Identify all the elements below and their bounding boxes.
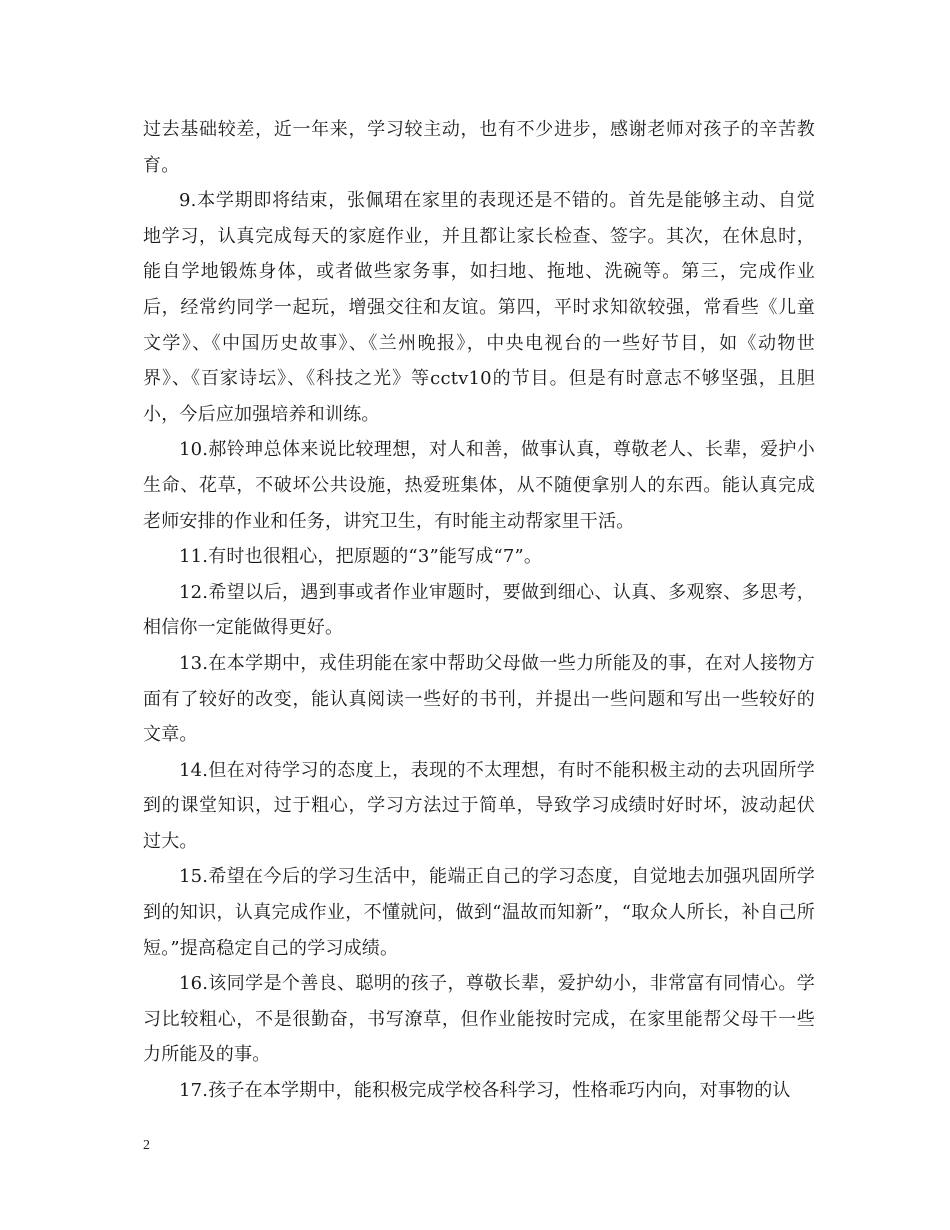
paragraph-item-12: 12.希望以后，遇到事或者作业审题时，要做到细心、认真、多观察、多思考，相信你一定能做得更好。 [143,581,815,639]
body-text [143,112,815,1109]
paragraph-item-11: 11.有时也很粗心，把原题的“3”能写成“7”。 [179,546,543,568]
paragraph-item-13: 13.在本学期中，戎佳玥能在家中帮助父母做一些力所能及的事，在对人接物方面有了较好的改变，能认真阅读一些好的书刊，并提出一些问题和写出一些较好的文章。 [143,652,815,746]
paragraph-continued: 过去基础较差，近一年来，学习较主动，也有不少进步，感谢老师对孩子的辛苦教育。 [143,119,815,176]
paragraph-item-9: 9.本学期即将结束，张佩珺在家里的表现还是不错的。首先是能够主动、自觉地学习，认真完成每天的家庭作业，并且都让家长检查、签字。其次，在休息时，能自学地锻炼身体，或者做些家务事，如扫地、拖地、洗碗等。第三，完成作业后，经常约同学一起玩，增强交往和友谊。第四，平时求知欲较强，常看些《儿童文学》、《中国历史故事》、《兰州晚报》，中央电视台的一些好节目，如《动物世界》、《百家诗坛》、《科技之光》等cctv10的节目。但是有时意志不够坚强，且胆小，今后应加强培养和训练。 [143,190,815,425]
paragraph-item-15: 15.希望在今后的学习生活中，能端正自己的学习态度，自觉地去加强巩固所学到的知识，认真完成作业，不懂就问，做到“温故而知新”，“取众人所长，补自己所短。”提高稳定自己的学习成绩。 [143,866,815,959]
page-number: 2 [143,1138,150,1153]
paragraph-item-17: 17.孩子在本学期中，能积极完成学校各科学习，性格乖巧内向，对事物的认 [179,1080,791,1102]
paragraph-item-16: 16.该同学是个善良、聪明的孩子，尊敬长辈，爱护幼小，非常富有同情心。学习比较粗心，不是很勤奋，书写潦草，但作业能按时完成，在家里能帮父母干一些力所能及的事。 [143,973,815,1066]
paragraph-item-14: 14.但在对待学习的态度上，表现的不太理想，有时不能积极主动的去巩固所学到的课堂知识，过于粗心，学习方法过于简单，导致学习成绩时好时坏，波动起伏过大。 [143,759,815,852]
paragraph-item-10: 10.郝铃珅总体来说比较理想，对人和善，做事认真，尊敬老人、长辈，爱护小生命、花草，不破坏公共设施，热爱班集体，从不随便拿别人的东西。能认真完成老师安排的作业和任务，讲究卫生，有时能主动帮家里干活。 [143,439,815,532]
